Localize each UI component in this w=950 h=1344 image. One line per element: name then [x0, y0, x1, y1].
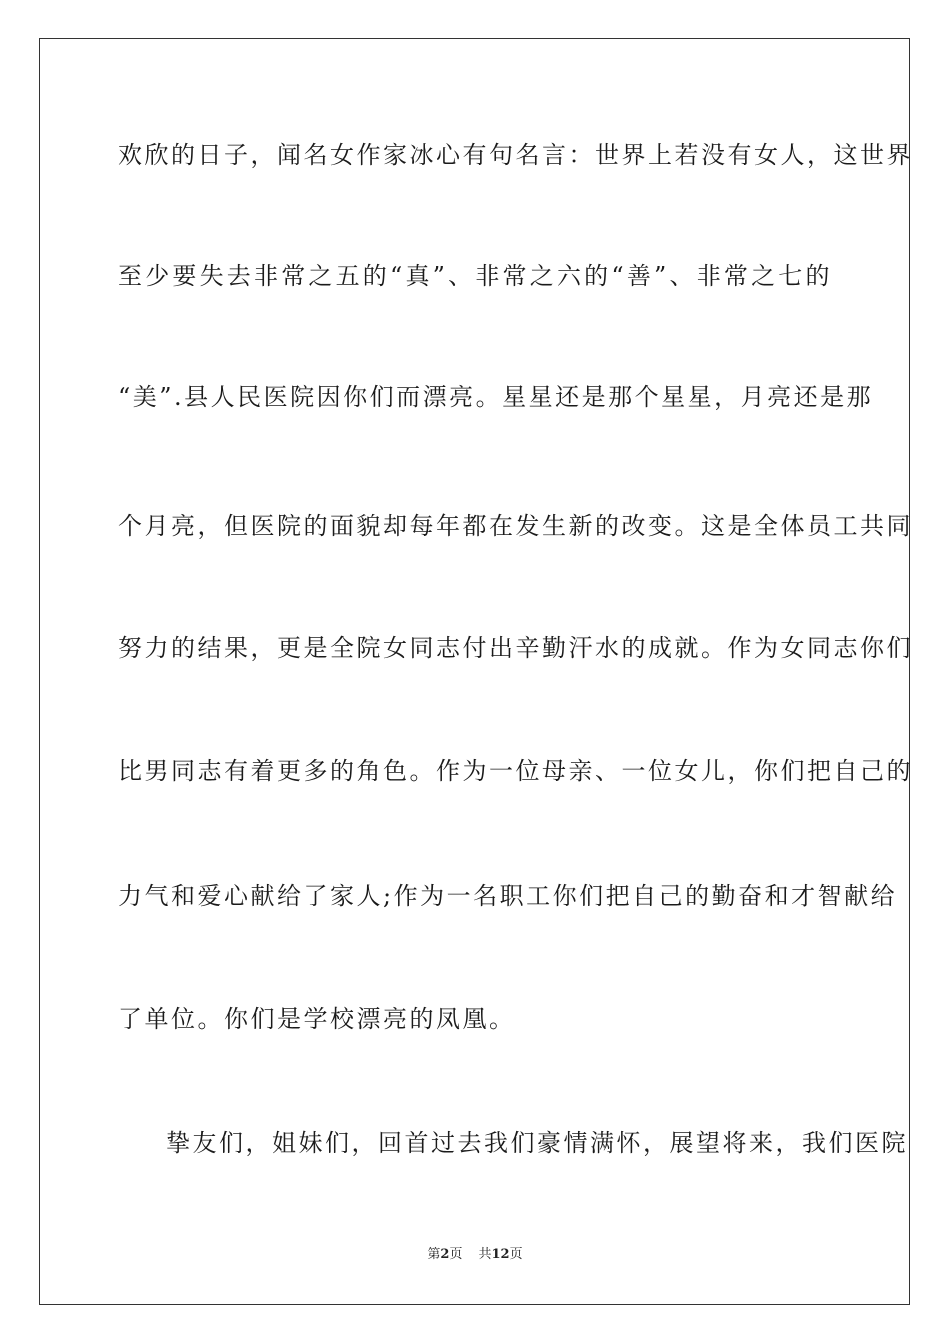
page-suffix: 页: [449, 1247, 463, 1262]
page-frame: [39, 38, 913, 1305]
paragraph-line-4: 个月亮，但医院的面貌却每年都在发生新的改变。这是全体员工共同: [118, 512, 913, 540]
paragraph-line-7: 力气和爱心献给了家人;作为一名职工你们把自己的勤奋和才智献给: [118, 882, 898, 910]
page-prefix: 第: [427, 1247, 441, 1262]
paragraph-line-8: 了单位。你们是学校漂亮的凤凰。: [118, 1005, 516, 1033]
total-suffix: 页: [509, 1247, 523, 1262]
paragraph-line-2: 至少要失去非常之五的“真”、非常之六的“善”、非常之七的: [118, 262, 832, 290]
page-footer: [0, 1246, 950, 1264]
paragraph-line-3: “美”.县人民医院因你们而漂亮。星星还是那个星星，月亮还是那: [118, 383, 874, 411]
paragraph-line-5: 努力的结果，更是全院女同志付出辛勤汗水的成就。作为女同志你们: [118, 634, 913, 662]
paragraph-line-6: 比男同志有着更多的角色。作为一位母亲、一位女儿，你们把自己的: [118, 757, 913, 785]
paragraph-line-1: 欢欣的日子，闻名女作家冰心有句名言：世界上若没有女人，这世界: [118, 141, 913, 169]
total-prefix: 共: [478, 1247, 492, 1262]
total-pages: 12: [491, 1247, 510, 1262]
paragraph-line-9: 挚友们，姐妹们，回首过去我们豪情满怀，展望将来，我们医院: [166, 1129, 908, 1157]
page-number: 2: [440, 1247, 450, 1262]
